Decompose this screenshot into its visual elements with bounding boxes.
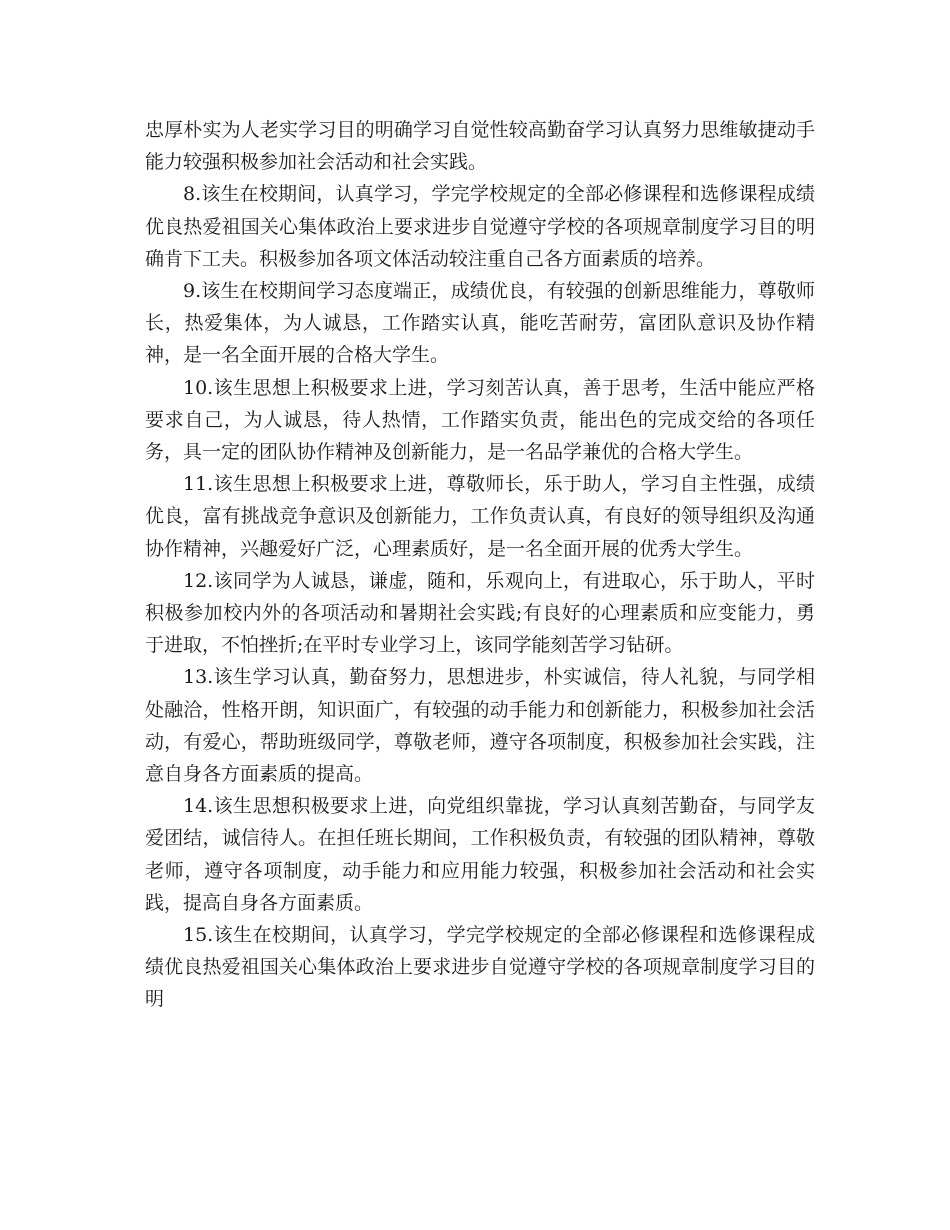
paragraph-9: 9.该生在校期间学习态度端正，成绩优良，有较强的创新思维能力，尊敬师长，热爱集体，为人诚恳，工作踏实认真，能吃苦耐劳，富团队意识及协作精神，是一名全面开展的合格大学生。	[145, 280, 815, 367]
paragraph-continued: 忠厚朴实为人老实学习目的明确学习自觉性较高勤奋学习认真努力思维敏捷动手能力较强积极参加社会活动和社会实践。	[145, 119, 815, 174]
paragraph-10: 10.该生思想上积极要求上进，学习刻苦认真，善于思考，生活中能应严格要求自己，为人诚恳，待人热情，工作踏实负责，能出色的完成交给的各项任务，具一定的团队协作精神及创新能力，是一名品学兼优的合格大学生。	[145, 376, 815, 464]
document-body	[145, 114, 815, 1016]
paragraph-14: 14.该生思想积极要求上进，向党组织靠拢，学习认真刻苦勤奋，与同学友爱团结，诚信待人。在担任班长期间，工作积极负责，有较强的团队精神，尊敬老师，遵守各项制度，动手能力和应用能力较强，积极参加社会活动和社会实践，提高自身各方面素质。	[145, 795, 815, 914]
paragraph-15: 15.该生在校期间，认真学习，学完学校规定的全部必修课程和选修课程成绩优良热爱祖国关心集体政治上要求进步自觉遵守学校的各项规章制度学习目的明	[145, 924, 815, 1011]
paragraph-12: 12.该同学为人诚恳，谦虚，随和，乐观向上，有进取心，乐于助人，平时积极参加校内外的各项活动和暑期社会实践;有良好的心理素质和应变能力，勇于进取，不怕挫折;在平时专业学习上，该同学能刻苦学习钻研。	[145, 569, 815, 657]
paragraph-11: 11.该生思想上积极要求上进，尊敬师长，乐于助人，学习自主性强，成绩优良，富有挑战竞争意识及创新能力，工作负责认真，有良好的领导组织及沟通协作精神，兴趣爱好广泛，心理素质好，是一名全面开展的优秀大学生。	[145, 473, 815, 560]
paragraph-13: 13.该生学习认真，勤奋努力，思想进步，朴实诚信，待人礼貌，与同学相处融洽，性格开朗，知识面广，有较强的动手能力和创新能力，积极参加社会活动，有爱心，帮助班级同学，尊敬老师，遵守各项制度，积极参加社会实践，注意自身各方面素质的提高。	[145, 666, 815, 786]
paragraph-8: 8.该生在校期间，认真学习，学完学校规定的全部必修课程和选修课程成绩优良热爱祖国关心集体政治上要求进步自觉遵守学校的各项规章制度学习目的明确肯下工夫。积极参加各项文体活动较注重自己各方面素质的培养。	[145, 183, 815, 270]
